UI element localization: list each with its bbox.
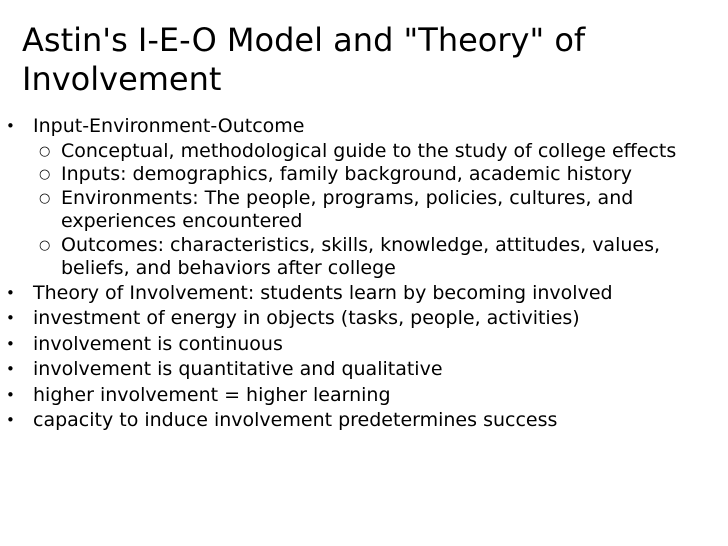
bullet-item [0, 408, 728, 434]
sub-bullet-item [33, 234, 728, 281]
bullet-icon: • [6, 334, 15, 353]
bullet-text: capacity to induce involvement predetermines success [33, 409, 558, 431]
bullet-item [0, 306, 728, 332]
bullet-text: involvement is continuous [33, 332, 283, 355]
sub-bullet-list [33, 140, 728, 281]
bullet-icon: • [6, 385, 15, 404]
bullet-list [0, 114, 728, 434]
bullet-item [0, 114, 728, 281]
bullet-text: Input-Environment-Outcome [33, 115, 305, 137]
bullet-icon: • [6, 411, 15, 429]
bullet-icon: • [6, 360, 15, 378]
sub-bullet-item [33, 140, 728, 164]
bullet-item [0, 281, 728, 307]
bullet-item [0, 383, 728, 409]
bullet-text: involvement is quantitative and qualitative [33, 358, 443, 380]
sub-bullet-icon: ○ [39, 190, 51, 206]
slide-title: Astin's I-E-O Model and "Theory" of Involvement [22, 21, 586, 98]
sub-bullet-icon: ○ [39, 167, 51, 182]
bullet-item [0, 357, 728, 383]
sub-bullet-item [33, 163, 728, 187]
bullet-icon: • [6, 117, 15, 135]
sub-bullet-icon: ○ [39, 143, 51, 159]
slide-content [0, 114, 728, 434]
sub-bullet-text: Outcomes: characteristics, skills, knowledge, attitudes, values, beliefs, and behaviors after college [61, 233, 661, 279]
bullet-icon: • [6, 283, 15, 302]
sub-bullet-text: Inputs: demographics, family background, academic history [61, 163, 632, 185]
bullet-text: higher involvement = higher learning [33, 383, 391, 406]
bullet-item [0, 332, 728, 358]
bullet-text: Theory of Involvement: students learn by becoming involved [33, 281, 613, 304]
sub-bullet-icon: ○ [39, 237, 51, 253]
bullet-text: investment of energy in objects (tasks, people, activities) [33, 307, 580, 329]
sub-bullet-text: Environments: The people, programs, policies, cultures, and experiences encountered [61, 186, 634, 232]
bullet-icon: • [6, 309, 15, 327]
sub-bullet-text: Conceptual, methodological guide to the study of college effects [61, 139, 677, 162]
sub-bullet-item [33, 187, 728, 234]
